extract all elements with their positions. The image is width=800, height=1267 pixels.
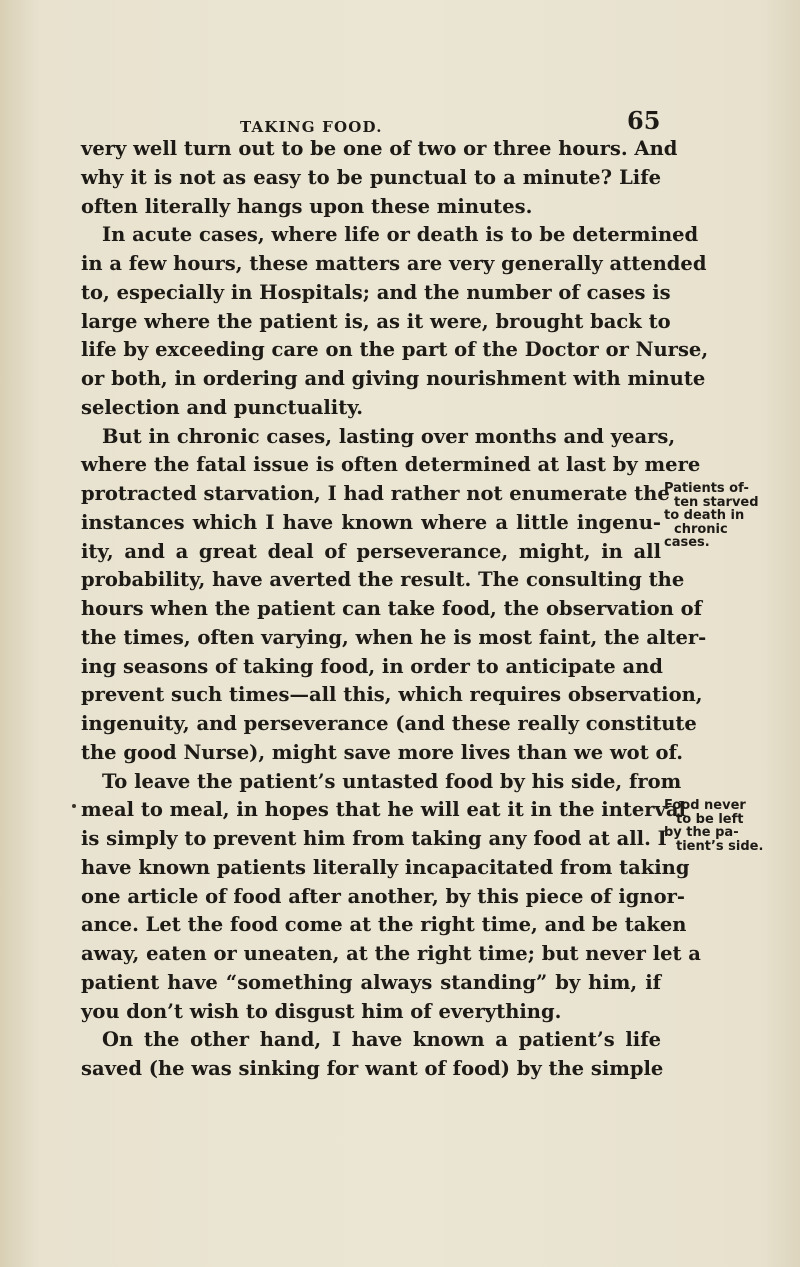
text-line: ing seasons of taking food, in order to anticipate and [81, 654, 663, 678]
sidenote-food-never-left [664, 799, 798, 853]
text-line: life by exceeding care on the part of the Doctor or Nurse, [81, 338, 709, 362]
text-line: very well turn out to be one of two or three hours. And [81, 137, 678, 160]
text-line: protracted starvation, I had rather not enumerate the [81, 482, 670, 505]
sidenote-patients-starved [664, 482, 798, 550]
print-blemish [72, 804, 76, 808]
text-line: instances which I have known where a little ingenu- [81, 510, 661, 534]
text-line: have known patients literally incapacitated from taking [81, 855, 690, 879]
text-line: the times, often varying, when he is most faint, the alter- [81, 625, 707, 649]
sidenote-line: ten starved [674, 494, 759, 510]
running-head: TAKING FOOD. [240, 118, 383, 136]
text-line: ity, and a great deal of perseverance, might, in all [81, 539, 661, 563]
text-line: prevent such times—all this, which requires observation, [81, 683, 703, 707]
text-line: To leave the patient’s untasted food by his side, from [102, 769, 682, 793]
sidenote-line: to be left [676, 811, 744, 827]
text-line: in a few hours, these matters are very generally attended [81, 252, 707, 275]
text-line: is simply to prevent him from taking any food at all. I [81, 827, 667, 850]
text-line: the good Nurse), might save more lives than we wot of. [81, 740, 683, 764]
sidenote-line: Food never [664, 798, 746, 813]
sidenote-line: cases. [664, 535, 710, 550]
text-line: away, eaten or uneaten, at the right time; but never let a [81, 942, 701, 965]
sidenote-line: tient’s side. [676, 838, 764, 854]
text-line: one article of food after another, by this piece of ignor- [81, 884, 685, 908]
page-number: 65 [627, 106, 661, 135]
text-line: hours when the patient can take food, the observation of [81, 597, 703, 620]
text-line: patient have “something always standing” by him, if [81, 970, 661, 994]
text-line: ingenuity, and perseverance (and these really constitute [81, 712, 697, 735]
text-line: large where the patient is, as it were, brought back to [81, 309, 671, 333]
text-line: But in chronic cases, lasting over months and years, [102, 424, 676, 448]
sidenote-line: chronic [674, 521, 728, 537]
text-line: probability, have averted the result. The consulting the [81, 568, 685, 592]
page-header [0, 106, 800, 136]
text-line: saved (he was sinking for want of food) by the simple [81, 1057, 664, 1080]
text-line: On the other hand, I have known a patient’s life [102, 1028, 661, 1052]
text-line: ance. Let the food come at the right time, and be taken [81, 913, 687, 937]
text-line: meal to meal, in hopes that he will eat it in the interval [81, 798, 686, 822]
text-line: where the fatal issue is often determined at last by mere [81, 453, 701, 477]
sidenote-line: to death in [664, 508, 745, 523]
text-line: to, especially in Hospitals; and the number of cases is [81, 280, 671, 304]
sidenote-line: by the pa- [664, 825, 739, 840]
text-line: or both, in ordering and giving nourishment with minute [81, 367, 706, 390]
text-line: In acute cases, where life or death is to be determined [102, 223, 699, 247]
sidenote-line: Patients of- [664, 481, 749, 496]
text-line: often literally hangs upon these minutes. [81, 194, 533, 218]
text-line: why it is not as easy to be punctual to a minute? Life [81, 165, 661, 189]
text-line: you don’t wish to disgust him of everything. [81, 999, 562, 1023]
text-line: selection and punctuality. [81, 395, 364, 419]
